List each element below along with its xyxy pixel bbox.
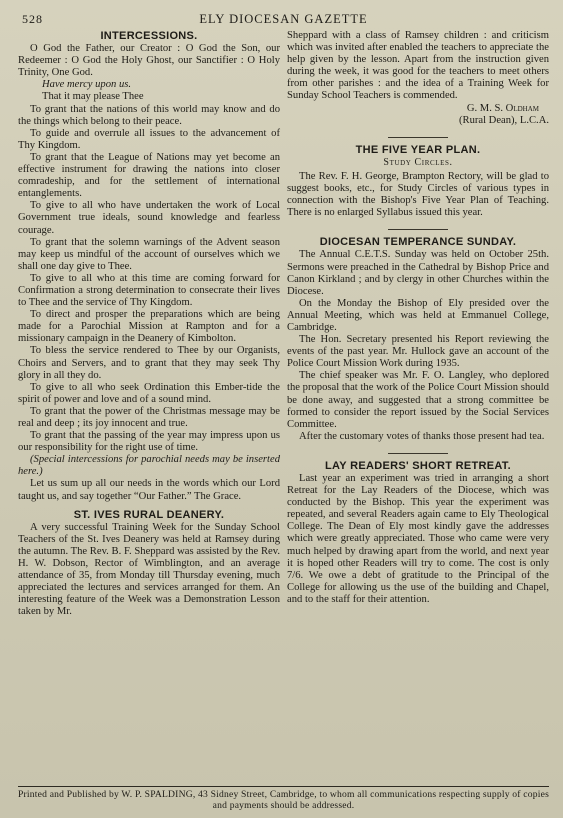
intercessions-that-it: That it may please Thee [42,91,144,103]
section-divider [388,229,448,230]
petition: To grant that the power of the Christmas message may be real and deep ; its joy innocent and true. [18,405,280,429]
temperance-heading: DIOCESAN TEMPERANCE SUNDAY. [319,236,517,249]
temperance-paragraph: The Annual C.E.T.S. Sunday was held on October 25th. Sermons were preached in the Cathedral by Bishop Price and Canon Kirkland ; and by clergy in other Churches within the Diocese. [287,249,549,297]
petition: To give to all who seek Ordination this Ember-tide the spirit of power and love and of a sound mind. [18,381,280,405]
article-columns [18,30,549,619]
section-divider [388,453,448,454]
printer-imprint: Printed and Published by W. P. SPALDING, 43 Sidney Street, Cambridge, to whom all communications respecting supply of copies and payments should be addressed. [18,786,549,811]
petition: To grant that the nations of this world may know and do the things which belong to their peace. [18,103,280,127]
special-intercessions-note: (Special intercessions for parochial needs may be inserted here.) [18,454,280,478]
petition: To bless the service rendered to Thee by our Organists, Choirs and Servers, and to grant that they may seek Thy glory in all they do. [18,345,280,381]
lay-readers-heading: LAY READERS' SHORT RETREAT. [325,459,511,472]
temperance-paragraph: On the Monday the Bishop of Ely presided over the Annual Meeting, which was held at Emmanuel College, Cambridge. [287,297,549,333]
intercessions-response: Have mercy upon us. [42,79,132,91]
petition: To give to all who at this time are coming forward for Confirmation a strong determination to consecrate their lives to Thee and the service of Thy Kingdom. [18,272,280,309]
st-ives-body: A very successful Training Week for the Sunday School Teachers of the St. Ives Deanery was held at Ramsey during the autumn. The Rev. B. F. Sheppard was assisted by the Rev. H. W. Dobson, Rector of Wimblington, and an average attendance of 35, from Monday till Thursday evening, much appreciated the lectures and services arranged for them. An interesting feature of the Week was a Demonstration Lesson taken by Mr. [18,521,280,618]
page-number: 528 [22,12,43,26]
signature-name [287,103,549,115]
petition: To give to all who have undertaken the work of Local Government true ideals, sound knowledge and fearless courage. [18,200,280,236]
intercessions-invocation: O God the Father, our Creator : O God the Son, our Redeemer : O God the Holy Ghost, our Sanctifier : O Holy Trinity, One God. [18,43,280,79]
temperance-paragraph: The Hon. Secretary presented his Report reviewing the events of the past year. Mr. Hullock gave an account of the Police Court Mission Work during 1935. [287,334,549,370]
intercessions-heading: INTERCESSIONS. [100,30,198,42]
section-divider [388,137,448,138]
temperance-paragraph: The chief speaker was Mr. F. O. Langley, who deplored the proposal that the work of the Police Court Mission should be done away, and suggested that a strong committee be formed to consider the report issued by the Social Services Committee. [287,370,549,430]
five-year-body: The Rev. F. H. George, Brampton Rectory, will be glad to suggest books, etc., for Study Circles of various types in connection with the Bishop's Five Year Plan of Teaching. There is no enlarged Syllabus issued this year. [287,170,549,219]
temperance-paragraph: After the customary votes of thanks those present had tea. [299,430,545,442]
left-column [18,30,280,619]
gazette-title: ELY DIOCESAN GAZETTE [199,12,368,26]
intercessions-closing: Let us sum up all our needs in the words which our Lord taught us, and say together “Our Father.” The Grace. [18,478,280,502]
petition: To grant that the solemn warnings of the Advent season may keep us mindful of the account of ourselves which we shall one day give to Thee. [18,236,280,272]
five-year-heading: THE FIVE YEAR PLAN. [355,143,481,156]
petition: To grant that the passing of the year may impress upon us our responsibility for the right use of time. [18,430,280,454]
signature-name-text: G. M. S. Oldham [466,102,539,114]
st-ives-heading: ST. IVES RURAL DEANERY. [73,508,225,521]
petition: To guide and overrule all issues to the advancement of Thy Kingdom. [18,127,280,151]
lay-readers-body: Last year an experiment was tried in arranging a short Retreat for the Lay Readers of the Diocese, which was conducted by the Bishop. This year the experiment was repeated, and several Readers again came to Ely Theological College. The Dean of Ely most kindly gave the addresses which were greatly appreciated. Those who came were very much helped by drawing apart from the world, and next year it is hoped other Readers will try to come. The cost is only 7/6. We owe a debt of gratitude to the Principal of the College for allowing us the use of the building and Chapel, and to the staff for their attention. [287,473,549,605]
petition: To grant that the League of Nations may yet become an effective instrument for drawing the nations into closer comradeship, and for the settlement of international entanglements. [18,151,280,200]
running-head [18,8,549,30]
st-ives-continued: Sheppard with a class of Ramsey children : and criticism which was invited after enabled the teachers to appreciate the help given by the lesson. Apart from the instruction given during the week, it was good for the teachers to meet others from other parishes : and the idea of a Training Week for Sunday School Teachers is commended. [287,30,549,102]
five-year-subheading: Study Circles. [383,156,453,168]
right-column [287,30,549,619]
petition: To direct and prosper the preparations which are being made for a Parochial Mission at Rampton and for a missionary campaign in the Deanery of Kimbolton. [18,309,280,345]
signature-title: (Rural Dean), L.C.A. [458,114,549,126]
